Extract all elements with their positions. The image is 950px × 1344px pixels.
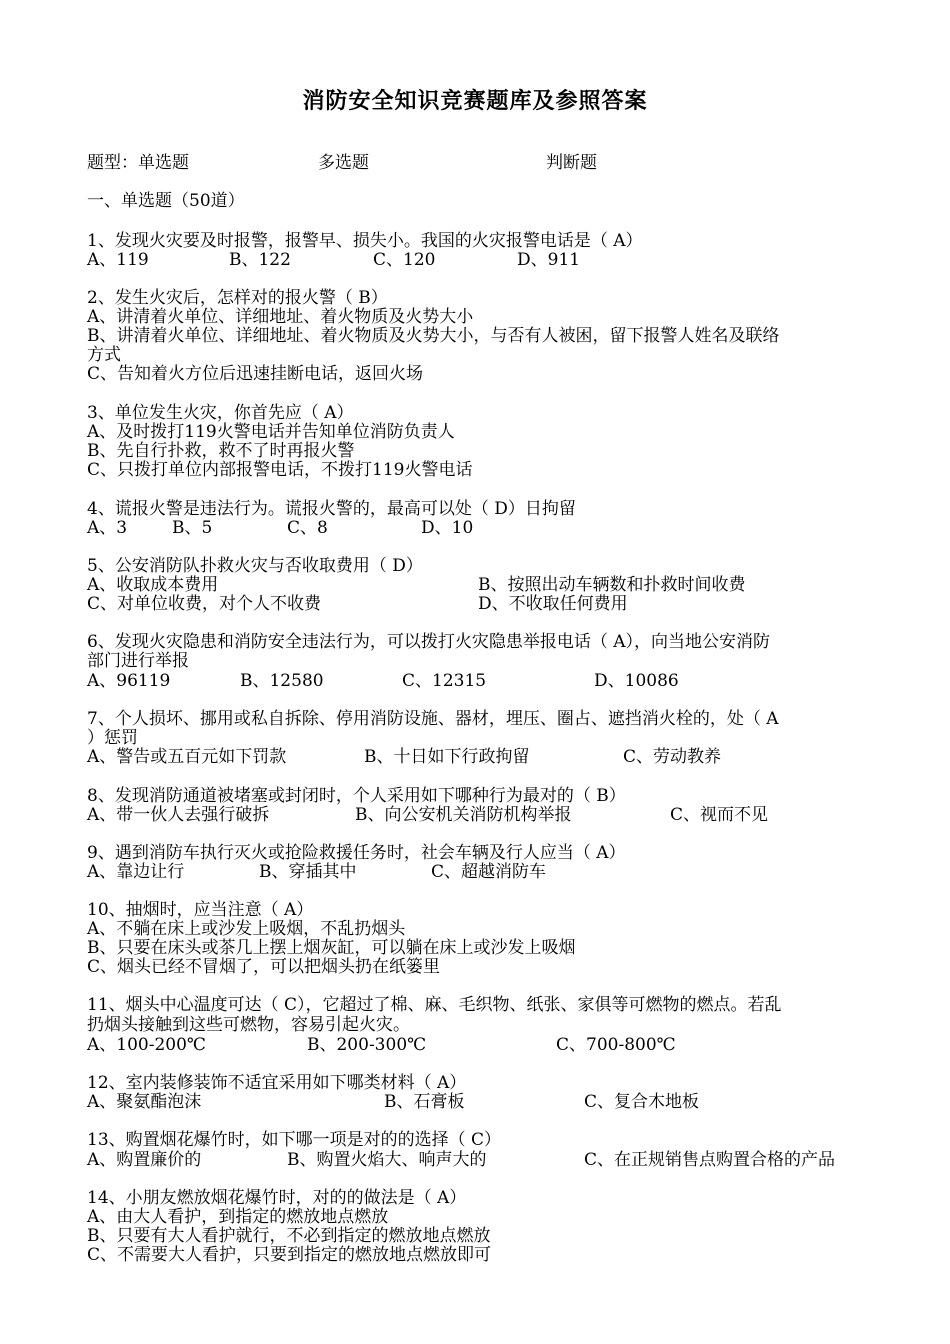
question-stem: 9、遇到消防车执行灭火或抢险救援任务时，社会车辆及行人应当（ A） <box>87 843 626 863</box>
question-stem: 13、购置烟花爆竹时，如下哪一项是对的的选择（ C） <box>87 1130 502 1150</box>
option: B、向公安机关消防机构举报 <box>355 805 572 825</box>
option-continued: 方式 <box>87 345 121 365</box>
document-title: 消防安全知识竞赛题库及参照答案 <box>302 88 648 114</box>
option: C、烟头已经不冒烟了，可以把烟头扔在纸篓里 <box>87 957 441 977</box>
option: A、3 <box>87 518 128 538</box>
option: B、讲清着火单位、详细地址、着火物质及火势大小，与否有人被困，留下报警人姓名及联络 <box>87 326 780 346</box>
option: A、收取成本费用 <box>87 575 219 595</box>
question-type-judge: 判断题 <box>546 153 597 173</box>
option: B、只要在床头或茶几上摆上烟灰缸，可以躺在床上或沙发上吸烟 <box>87 938 576 958</box>
question-type-multi: 多选题 <box>318 153 369 173</box>
option: A、购置廉价的 <box>87 1150 202 1170</box>
option: A、警告或五百元如下罚款 <box>87 747 287 767</box>
option: A、100-200℃ <box>87 1035 206 1055</box>
option: A、带一伙人去强行破拆 <box>87 805 270 825</box>
question-stem: 7、个人损坏、挪用或私自拆除、停用消防设施、器材，埋压、圈占、遮挡消火栓的，处（ A <box>87 709 779 729</box>
option: A、96119 <box>87 671 171 691</box>
option: A、由大人看护，到指定的燃放地点燃放 <box>87 1207 389 1227</box>
option: A、聚氨酯泡沫 <box>87 1092 202 1112</box>
option: B、只要有大人看护就行，不必到指定的燃放地点燃放 <box>87 1226 491 1246</box>
option: B、按照出动车辆数和扑救时间收费 <box>478 575 746 595</box>
option: A、及时拨打119火警电话并告知单位消防负责人 <box>87 422 455 442</box>
question-stem: 1、发现火灾要及时报警，报警早、损失小。我国的火灾报警电话是（ A） <box>87 231 643 251</box>
question-stem: 2、发生火灾后，怎样对的报火警（ B） <box>87 288 388 308</box>
option: B、先自行扑救，救不了时再报火警 <box>87 441 355 461</box>
option: D、10086 <box>594 671 679 691</box>
option: C、只拨打单位内部报警电话，不拨打119火警电话 <box>87 460 473 480</box>
question-types-label: 题型：单选题 <box>87 153 189 173</box>
option: B、12580 <box>240 671 324 691</box>
option: B、穿插其中 <box>259 862 357 882</box>
question-stem: 4、谎报火警是违法行为。谎报火警的，最高可以处（ D）日拘留 <box>87 499 576 519</box>
option: C、8 <box>287 518 328 538</box>
question-stem: 3、单位发生火灾，你首先应（ A） <box>87 403 354 423</box>
option: A、靠边让行 <box>87 862 185 882</box>
option: D、10 <box>421 518 474 538</box>
question-stem-continued: ）惩罚 <box>87 728 138 748</box>
section-heading: 一、单选题（50道） <box>87 191 245 211</box>
question-stem: 14、小朋友燃放烟花爆竹时，对的的做法是（ A） <box>87 1188 467 1208</box>
question-stem: 11、烟头中心温度可达（ C），它超过了棉、麻、毛织物、纸张、家俱等可燃物的燃点。若乱 <box>87 995 782 1015</box>
option: C、告知着火方位后迅速挂断电话，返回火场 <box>87 364 424 384</box>
question-stem: 5、公安消防队扑救火灾与否收取费用（ D） <box>87 556 423 576</box>
option: C、在正规销售点购置合格的产品 <box>584 1150 836 1170</box>
option: C、视而不见 <box>670 805 769 825</box>
option: C、对单位收费，对个人不收费 <box>87 594 322 614</box>
option: B、购置火焰大、响声大的 <box>287 1150 487 1170</box>
option: C、劳动教养 <box>623 747 722 767</box>
question-stem: 10、抽烟时，应当注意（ A） <box>87 900 314 920</box>
option: C、700-800℃ <box>556 1035 676 1055</box>
question-stem: 6、发现火灾隐患和消防安全违法行为，可以拨打火灾隐患举报电话（ A），向当地公安消防 <box>87 632 770 652</box>
question-stem: 8、发现消防通道被堵塞或封闭时，个人采用如下哪种行为最对的（ B） <box>87 786 626 806</box>
option: C、不需要大人看护，只要到指定的燃放地点燃放即可 <box>87 1245 492 1265</box>
option: B、5 <box>172 518 213 538</box>
question-stem-continued: 扔烟头接触到这些可燃物，容易引起火灾。 <box>87 1015 410 1035</box>
option: B、122 <box>229 250 291 270</box>
question-stem: 12、室内装修装饰不适宜采用如下哪类材料（ A） <box>87 1073 467 1093</box>
option: D、不收取任何费用 <box>478 594 628 614</box>
option: B、200-300℃ <box>307 1035 427 1055</box>
option: C、120 <box>373 250 436 270</box>
option: D、911 <box>517 250 581 270</box>
option: B、石膏板 <box>384 1092 465 1112</box>
option: C、超越消防车 <box>431 862 547 882</box>
option: B、十日如下行政拘留 <box>364 747 530 767</box>
option: A、不躺在床上或沙发上吸烟，不乱扔烟头 <box>87 919 406 939</box>
question-stem-continued: 部门进行举报 <box>87 651 189 671</box>
option: A、讲清着火单位、详细地址、着火物质及火势大小 <box>87 307 474 327</box>
option: C、12315 <box>402 671 487 691</box>
option: A、119 <box>87 250 149 270</box>
option: C、复合木地板 <box>584 1092 700 1112</box>
